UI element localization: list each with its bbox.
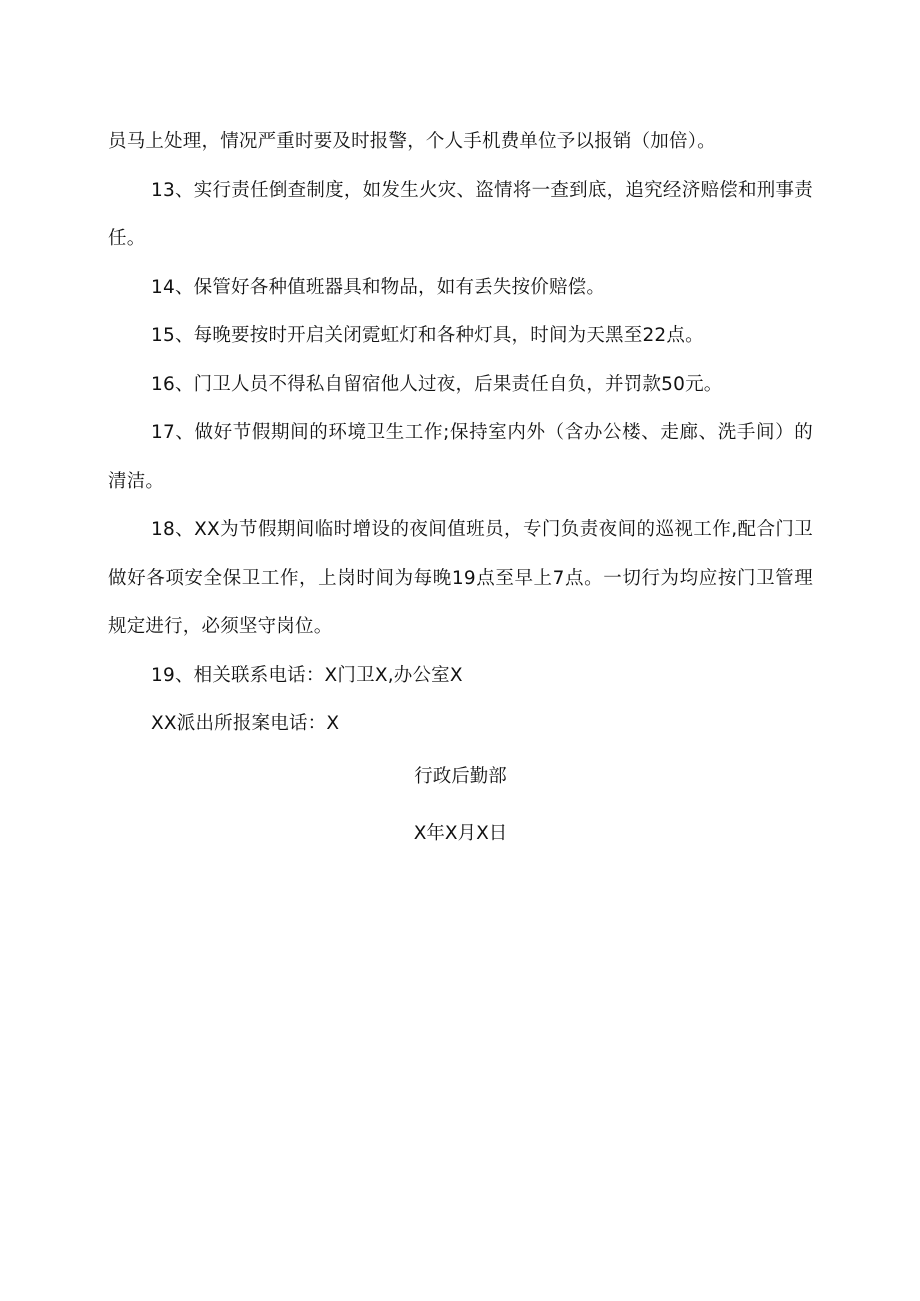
paragraph-item-16: 16、门卫人员不得私自留宿他人过夜，后果责任自负，并罚款50元。 bbox=[151, 373, 723, 395]
paragraph-item-13: 13、实行责任倒查制度，如发生火灾、盗情将一查到底，追究经济赔偿和刑事责任。 bbox=[108, 179, 813, 249]
paragraph-police-contact: XX派出所报案电话：X bbox=[151, 713, 340, 734]
paragraph-item-15: 15、每晚要按时开启关闭霓虹灯和各种灯具，时间为天黑至22点。 bbox=[151, 325, 704, 346]
paragraph-item-18: 18、XX为节假期间临时增设的夜间值班员，专门负责夜间的巡视工作,配合门卫做好各项安全保卫工作，上岗时间为每晚19点至早上7点。一切行为均应按门卫管理规定进行，必须坚守岗位。 bbox=[108, 519, 813, 637]
document-page bbox=[108, 118, 813, 859]
paragraph-item-19: 19、相关联系电话：X门卫X,办公室X bbox=[151, 664, 463, 686]
paragraph-item-17: 17、做好节假期间的环境卫生工作;保持室内外（含办公楼、走廊、洗手间）的清洁。 bbox=[108, 422, 813, 492]
signature-department: 行政后勤部 bbox=[414, 765, 507, 787]
signature-date: X年X月X日 bbox=[413, 823, 508, 844]
paragraph-item-14: 14、保管好各种值班器具和物品，如有丢失按价赔偿。 bbox=[151, 276, 606, 298]
paragraph-continuation: 员马上处理，情况严重时要及时报警，个人手机费单位予以报销（加倍）。 bbox=[108, 131, 716, 152]
